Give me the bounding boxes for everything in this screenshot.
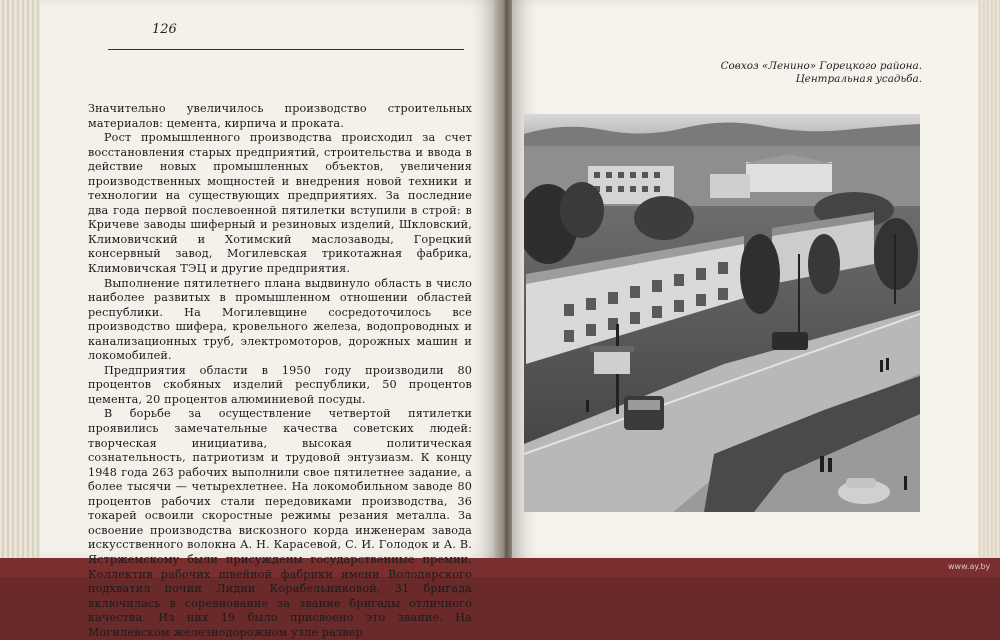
photo-village-street-icon [524,114,920,512]
right-page-edges [978,0,1000,558]
header-rule [108,49,464,50]
paragraph: В борьбе за осуществление четвертой пятилетки проявились замечательные качества советских людей: творческая инициатива, высокая политическая сознательность, патриотизм и трудовой энтузиазм. К концу 1948 года 263 рабочих выполнили свое пятилетнее задание, а более тысячи — четырехлетнее. На локомобильном заводе 80 процентов рабочих стали передовиками производства, 36 токарей освоили скоростные режимы резания металла. За освоение производства вискозного корда инженерам завода искусственного волокна А. Н. Карасевой, С. И. Голодок и А. В. Ястржемскому были присуждены государственные премии. Коллектив рабочих швейной фабрики имени Володарского подхватил почин Лидии Корабельниковой, 31 бригада включилась в соревнование за звание бригады отличного качества. Из них 19 было присвоено это звание. На Могилевском железнодорожном узле развер [88,407,472,639]
photo-caption [620,60,922,86]
photo-illustration [524,114,920,512]
left-page-edges [0,0,44,560]
page-number: 126 [152,22,177,37]
caption-line: Центральная усадьба. [795,73,922,85]
paragraph: Рост промышленного производства происходил за счет восстановления старых предприятий, строительства и ввода в действие новых промышленных объектов, увеличения производственных мощностей и внедрения новой техники и технологии на существующих предприятиях. За последние два года первой послевоенной пятилетки вступили в строй: в Кричеве заводы шиферный и резиновых изделий, Шкловский, Климовичский и Хотимский маслозаводы, Горецкий консервный завод, Могилевская трикотажная фабрика, Климовичская ТЭЦ и другие предприятия. [88,131,472,276]
paragraph: Значительно увеличилось производство строительных материалов: цемента, кирпича и проката. [88,102,472,130]
paragraph: Выполнение пятилетнего плана выдвинуло область в число наиболее развитых в промышленном отношении областей республики. На Могилевщине сосредоточилось все производство шифера, кровельного железа, водопроводных и канализационных труб, электромоторов, дорожных машин и локомобилей. [88,276,472,363]
watermark: www.ay.by [948,562,991,571]
body-text [88,102,472,640]
paragraph: Предприятия области в 1950 году производили 80 процентов скобяных изделий республики, 50 процентов цемента, 20 процентов алюминиевой посуды. [88,363,472,406]
caption-line: Совхоз «Ленино» Горецкого района. [720,60,922,72]
